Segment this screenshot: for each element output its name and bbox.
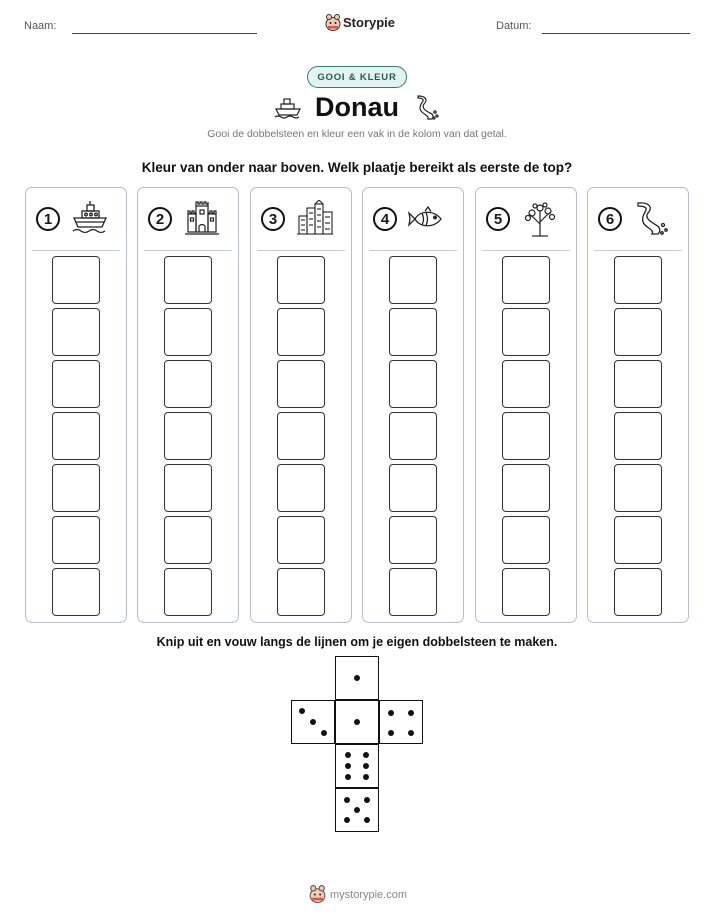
color-box[interactable] — [502, 516, 550, 564]
die-face-1 — [335, 700, 379, 744]
date-line[interactable] — [542, 33, 690, 34]
color-box[interactable] — [502, 256, 550, 304]
pip — [408, 710, 414, 716]
color-box[interactable] — [164, 412, 212, 460]
color-box[interactable] — [614, 308, 662, 356]
storypie-logo-icon — [325, 13, 341, 31]
color-box[interactable] — [277, 412, 325, 460]
castle-icon — [182, 200, 222, 238]
cut-instruction: Knip uit en vouw langs de lijnen om je eigen dobbelsteen te maken. — [156, 635, 558, 649]
color-box[interactable] — [614, 568, 662, 616]
color-box[interactable] — [52, 568, 100, 616]
pip — [363, 763, 369, 769]
color-box[interactable] — [389, 464, 437, 512]
die-face-6 — [335, 744, 379, 788]
column-number: 2 — [148, 207, 172, 231]
pip — [345, 763, 351, 769]
color-box[interactable] — [164, 308, 212, 356]
pip — [310, 719, 316, 725]
color-box[interactable] — [389, 308, 437, 356]
color-box[interactable] — [389, 256, 437, 304]
category-badge: GOOI & KLEUR — [307, 66, 407, 88]
color-box[interactable] — [52, 360, 100, 408]
column-number: 4 — [373, 207, 397, 231]
color-box[interactable] — [502, 568, 550, 616]
column-1 — [25, 187, 127, 623]
column-divider — [257, 250, 345, 251]
color-box[interactable] — [52, 412, 100, 460]
column-divider — [369, 250, 457, 251]
column-number: 6 — [598, 207, 622, 231]
color-box[interactable] — [502, 360, 550, 408]
brand-name: Storypie — [343, 15, 396, 30]
color-box[interactable] — [614, 516, 662, 564]
color-box[interactable] — [389, 412, 437, 460]
subtitle: Gooi de dobbelsteen en kleur een vak in de kolom van dat getal. — [207, 128, 507, 140]
name-line[interactable] — [72, 33, 257, 34]
die-face-4 — [379, 700, 423, 744]
page-title: Donau — [315, 92, 399, 122]
color-box[interactable] — [164, 516, 212, 564]
pip — [354, 807, 360, 813]
die-face-5 — [335, 788, 379, 832]
tree-icon — [520, 200, 560, 238]
river-icon — [412, 94, 440, 122]
pip — [363, 774, 369, 780]
color-box[interactable] — [502, 412, 550, 460]
color-box[interactable] — [614, 464, 662, 512]
column-divider — [482, 250, 570, 251]
instruction: Kleur van onder naar boven. Welk plaatje bereikt als eerste de top? — [141, 160, 573, 175]
color-box[interactable] — [389, 568, 437, 616]
column-4 — [362, 187, 464, 623]
color-box[interactable] — [277, 516, 325, 564]
color-box[interactable] — [277, 360, 325, 408]
color-box[interactable] — [52, 256, 100, 304]
die-face-3 — [291, 700, 335, 744]
pip — [345, 752, 351, 758]
color-box[interactable] — [277, 256, 325, 304]
color-box[interactable] — [52, 516, 100, 564]
column-divider — [32, 250, 120, 251]
date-label: Datum: — [496, 20, 532, 32]
column-5 — [475, 187, 577, 623]
color-box[interactable] — [614, 360, 662, 408]
column-number: 3 — [261, 207, 285, 231]
die-face-1 — [335, 656, 379, 700]
pip — [345, 774, 351, 780]
pip — [363, 752, 369, 758]
footer-url[interactable]: mystorypie.com — [330, 889, 408, 901]
color-box[interactable] — [502, 464, 550, 512]
pip — [354, 675, 360, 681]
column-6 — [587, 187, 689, 623]
column-number: 1 — [36, 207, 60, 231]
color-box[interactable] — [164, 464, 212, 512]
color-box[interactable] — [502, 308, 550, 356]
pip — [354, 719, 360, 725]
color-box[interactable] — [389, 360, 437, 408]
river-icon — [632, 200, 672, 238]
color-box[interactable] — [164, 568, 212, 616]
color-box[interactable] — [277, 464, 325, 512]
boat-icon — [70, 200, 110, 238]
pip — [408, 730, 414, 736]
color-box[interactable] — [52, 464, 100, 512]
pip — [321, 730, 327, 736]
pip — [364, 797, 370, 803]
color-box[interactable] — [277, 568, 325, 616]
fish-icon — [407, 200, 447, 238]
pip — [344, 797, 350, 803]
color-box[interactable] — [277, 308, 325, 356]
storypie-footer-logo-icon — [309, 884, 326, 903]
pip — [344, 817, 350, 823]
column-2 — [137, 187, 239, 623]
color-box[interactable] — [52, 308, 100, 356]
pip — [388, 730, 394, 736]
city-icon — [295, 200, 335, 238]
column-divider — [144, 250, 232, 251]
color-box[interactable] — [614, 256, 662, 304]
column-number: 5 — [486, 207, 510, 231]
color-box[interactable] — [164, 360, 212, 408]
pip — [364, 817, 370, 823]
column-3 — [250, 187, 352, 623]
pip — [388, 710, 394, 716]
column-divider — [594, 250, 682, 251]
color-box[interactable] — [164, 256, 212, 304]
color-box[interactable] — [389, 516, 437, 564]
pip — [299, 708, 305, 714]
color-box[interactable] — [614, 412, 662, 460]
name-label: Naam: — [24, 20, 57, 32]
